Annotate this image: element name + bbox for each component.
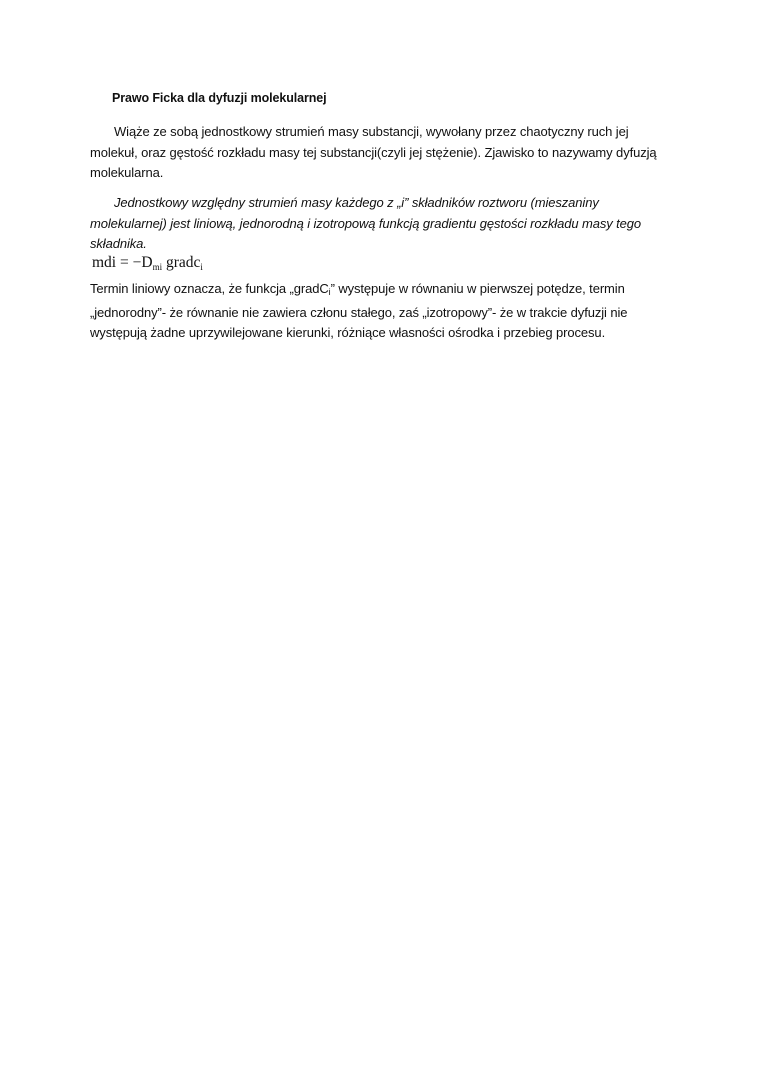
document-title: Prawo Ficka dla dyfuzji molekularnej	[112, 91, 327, 105]
formula-symbol-subscript: mi	[152, 262, 163, 272]
paragraph-definition-text: Wiąże ze sobą jednostkowy strumień masy substancji, wywołany przez chaotyczny ruch jej molekuł, oraz gęstość rozkładu masy tej substancji(czyli jej stężenie). Zjawisko to nazywamy dyfuzją molekularna.	[90, 124, 657, 180]
formula-symbol: D	[141, 254, 153, 271]
paragraph-law-statement	[90, 193, 670, 255]
formula-function-subscript: i	[200, 262, 203, 272]
formula-lhs: mdi	[92, 254, 117, 271]
paragraph-terms-explanation	[90, 279, 670, 344]
formula-function: gradc	[162, 254, 201, 271]
paragraph-terms-text-start: Termin liniowy oznacza, że funkcja „gradC	[90, 281, 329, 296]
paragraph-terms-subscript: i	[328, 287, 331, 297]
paragraph-law-statement-text: Jednostkowy względny strumień masy każdego z „i” składników roztworu (mieszaniny molekularnej) jest liniową, jednorodną i izotropową funkcją gradientu gęstości rozkładu masy tego składnika.	[90, 195, 642, 251]
formula-operator: = −	[116, 254, 142, 271]
fick-formula	[92, 254, 203, 272]
paragraph-definition	[90, 122, 670, 184]
paragraph-terms-text-end: ” występuje w równaniu w pierwszej potędze, termin „jednorodny”- że równanie nie zawiera członu stałego, zaś „izotropowy”- że w trakcie dyfuzji nie występują żadne uprzywilejowane kierunki, różniące własności ośrodka i przebieg procesu.	[90, 281, 628, 340]
